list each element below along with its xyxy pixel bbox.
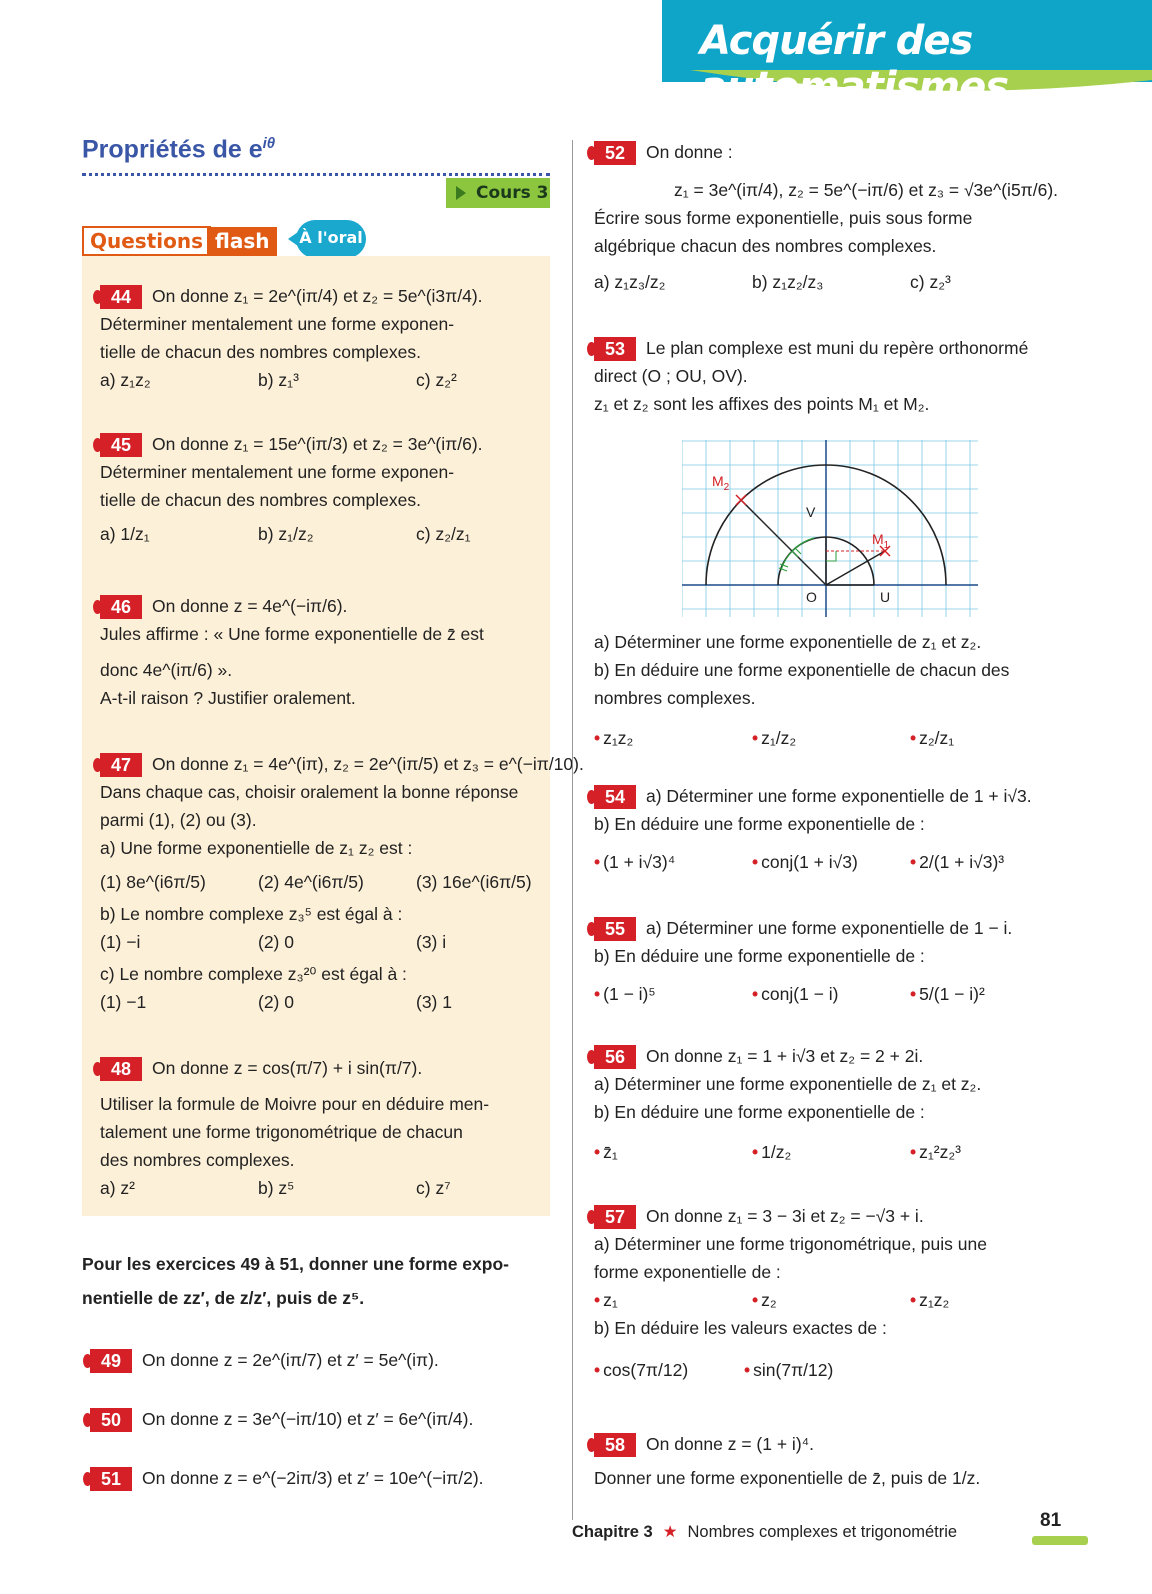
exercise-text: Donner une forme exponentielle de z̄, puis de 1/z. bbox=[594, 1468, 981, 1488]
exercise-statement: On donne z₁ = 3 − 3i et z₂ = −√3 + i. bbox=[646, 1206, 924, 1226]
questions-flash-label: Questions flash bbox=[82, 226, 277, 256]
exercise-number: 48 bbox=[100, 1057, 142, 1081]
chapter-label: Chapitre 3 bbox=[572, 1523, 653, 1541]
exercise-statement: On donne z₁ = 15e^(iπ/3) et z₂ = 3e^(iπ/6). bbox=[152, 434, 483, 454]
exercise-text: des nombres complexes. bbox=[100, 1150, 295, 1170]
page-number-underline bbox=[1032, 1536, 1088, 1545]
item: z₁²z₂³ bbox=[919, 1142, 961, 1162]
exercise-text: Dans chaque cas, choisir oralement la bonne réponse bbox=[100, 782, 519, 802]
exercise-57 bbox=[594, 1202, 1064, 1384]
instructions-49-51 bbox=[82, 1250, 550, 1312]
exercise-text: b) En déduire une forme exponentielle de : bbox=[594, 946, 925, 966]
choice-2: (2) 0 bbox=[258, 932, 294, 952]
section-title: Propriétés de $e^{i\theta}$ bbox=[82, 135, 276, 164]
item: 2/(1 + i√3)³ bbox=[919, 852, 1005, 872]
item: conj(1 − i) bbox=[761, 984, 839, 1004]
item: (1 − i)⁵ bbox=[603, 984, 656, 1004]
bullet-icon: • bbox=[752, 1142, 759, 1162]
complex-plane-figure bbox=[682, 440, 978, 617]
exercise-text: Déterminer mentalement une forme exponen- bbox=[100, 314, 455, 334]
exercise-51 bbox=[90, 1464, 550, 1492]
exercise-number: 45 bbox=[100, 433, 142, 457]
choice-1: (1) −1 bbox=[100, 992, 147, 1012]
exercise-text: b) En déduire une forme exponentielle de : bbox=[594, 814, 925, 834]
exercise-text: A-t-il raison ? Justifier oralement. bbox=[100, 688, 356, 708]
exercise-text: b) En déduire une forme exponentielle de : bbox=[594, 1102, 925, 1122]
column-divider bbox=[572, 140, 573, 1520]
bullet-icon: • bbox=[910, 728, 917, 748]
item: z̄₁ bbox=[603, 1142, 618, 1162]
exercise-number: 52 bbox=[594, 141, 636, 165]
exercise-56 bbox=[594, 1042, 1064, 1166]
choice-1: (1) 8e^(i6π/5) bbox=[100, 872, 206, 892]
bullet-icon: • bbox=[752, 728, 759, 748]
bullet-icon: • bbox=[594, 728, 601, 748]
option-c: c) z⁷ bbox=[416, 1178, 451, 1198]
exercise-statement: On donne z = cos(π/7) + i sin(π/7). bbox=[152, 1058, 423, 1078]
question-b: nombres complexes. bbox=[594, 688, 756, 708]
exercise-text: tielle de chacun des nombres complexes. bbox=[100, 342, 422, 362]
exercise-text: talement une forme trigonométrique de chacun bbox=[100, 1122, 463, 1142]
exercise-48 bbox=[100, 1054, 530, 1202]
choice-1: (1) −i bbox=[100, 932, 141, 952]
exercise-text: tielle de chacun des nombres complexes. bbox=[100, 490, 422, 510]
option-c: c) z₂/z₁ bbox=[416, 524, 471, 544]
exercise-statement: On donne z = (1 + i)⁴. bbox=[646, 1434, 815, 1454]
exercise-number: 56 bbox=[594, 1045, 636, 1069]
question-a: a) Une forme exponentielle de z₁ z₂ est : bbox=[100, 838, 413, 858]
exercise-54 bbox=[594, 782, 1064, 876]
option-a: a) z₁z₂ bbox=[100, 370, 151, 390]
exercise-text: algébrique chacun des nombres complexes. bbox=[594, 236, 937, 256]
choice-3: (3) i bbox=[416, 932, 447, 952]
equation: z₁ = 3e^(iπ/4), z₂ = 5e^(−iπ/6) et z₃ = √3e^(i5π/6). bbox=[674, 180, 1059, 200]
bullet-icon: • bbox=[910, 1290, 917, 1310]
exercise-statement: On donne z = e^(−2iπ/3) et z′ = 10e^(−iπ/2). bbox=[142, 1468, 484, 1488]
option-c: c) z₂² bbox=[416, 370, 457, 390]
exercise-statement: a) Déterminer une forme exponentielle de 1 + i√3. bbox=[646, 786, 1032, 806]
exercise-52 bbox=[594, 138, 1064, 296]
bullet-icon: • bbox=[752, 852, 759, 872]
label-u: U bbox=[880, 589, 891, 605]
exercise-49 bbox=[90, 1346, 550, 1374]
option-a: a) 1/z₁ bbox=[100, 524, 150, 544]
option-a: a) z₁z₃/z₂ bbox=[594, 272, 666, 292]
choice-3: (3) 16e^(i6π/5) bbox=[416, 872, 532, 892]
right-angle-mark bbox=[826, 551, 836, 561]
exercise-number: 51 bbox=[90, 1467, 132, 1491]
bullet-icon: • bbox=[744, 1360, 751, 1380]
exercise-text: Jules affirme : « Une forme exponentielle de z̄ est bbox=[100, 624, 484, 644]
exercise-58 bbox=[594, 1430, 1064, 1492]
footer bbox=[572, 1522, 957, 1542]
bullet-icon: • bbox=[594, 984, 601, 1004]
choice-2: (2) 4e^(i6π/5) bbox=[258, 872, 364, 892]
question-a: a) Déterminer une forme exponentielle de z₁ et z₂. bbox=[594, 632, 982, 652]
exercise-text: Écrire sous forme exponentielle, puis sous forme bbox=[594, 208, 973, 228]
exercise-50 bbox=[90, 1405, 550, 1433]
option-b: b) z₁³ bbox=[258, 370, 299, 390]
label-o: O bbox=[806, 589, 817, 605]
bullet-icon: • bbox=[910, 852, 917, 872]
label-v: V bbox=[806, 504, 816, 520]
exercise-number: 55 bbox=[594, 917, 636, 941]
exercise-number: 58 bbox=[594, 1433, 636, 1457]
bullet-icon: • bbox=[594, 852, 601, 872]
exercise-text: donc 4e^(iπ/6) ». bbox=[100, 660, 233, 680]
bullet-icon: • bbox=[910, 984, 917, 1004]
angle-arc bbox=[781, 538, 814, 570]
exercise-text: forme exponentielle de : bbox=[594, 1262, 781, 1282]
page-title: Acquérir des automatismes bbox=[700, 18, 1008, 110]
item: 5/(1 − i)² bbox=[919, 984, 985, 1004]
option-a: a) z² bbox=[100, 1178, 135, 1198]
question-b: b) Le nombre complexe z₃⁵ est égal à : bbox=[100, 904, 403, 924]
item: z₂ bbox=[761, 1290, 777, 1310]
item: z₁/z₂ bbox=[761, 728, 797, 748]
oral-badge: À l'oral bbox=[296, 220, 366, 258]
bullet-icon: • bbox=[594, 1142, 601, 1162]
exercise-text: direct (O ; OU, OV). bbox=[594, 366, 748, 386]
exercise-text: b) En déduire les valeurs exactes de : bbox=[594, 1318, 887, 1338]
exercise-44 bbox=[100, 282, 530, 394]
option-b: b) z₁/z₂ bbox=[258, 524, 314, 544]
item: z₁z₂ bbox=[919, 1290, 950, 1310]
grid bbox=[682, 440, 978, 617]
option-b: b) z₁z₂/z₃ bbox=[752, 272, 824, 292]
exercise-statement: a) Déterminer une forme exponentielle de 1 − i. bbox=[646, 918, 1013, 938]
play-icon bbox=[456, 186, 466, 200]
exercise-text: parmi (1), (2) ou (3). bbox=[100, 810, 257, 830]
item: conj(1 + i√3) bbox=[761, 852, 858, 872]
bullet-icon: • bbox=[594, 1360, 601, 1380]
exercise-55 bbox=[594, 914, 1064, 1008]
exercise-text: Déterminer mentalement une forme exponen- bbox=[100, 462, 455, 482]
bullet-icon: • bbox=[594, 1290, 601, 1310]
page-number: 81 bbox=[1040, 1510, 1062, 1531]
exercise-statement: On donne z₁ = 1 + i√3 et z₂ = 2 + 2i. bbox=[646, 1046, 924, 1066]
exercise-47 bbox=[100, 750, 584, 1016]
exercise-statement: On donne : bbox=[646, 142, 733, 162]
item: sin(7π/12) bbox=[753, 1360, 834, 1380]
exercise-number: 46 bbox=[100, 595, 142, 619]
exercise-number: 57 bbox=[594, 1205, 636, 1229]
bullet-icon: • bbox=[752, 1290, 759, 1310]
exercise-number: 54 bbox=[594, 785, 636, 809]
question-b: b) En déduire une forme exponentielle de chacun des bbox=[594, 660, 1010, 680]
exercise-text: Utiliser la formule de Moivre pour en déduire men- bbox=[100, 1094, 490, 1114]
item: z₁ bbox=[603, 1290, 618, 1310]
option-b: b) z⁵ bbox=[258, 1178, 295, 1198]
exercise-number: 53 bbox=[594, 337, 636, 361]
segment-o-m1 bbox=[826, 551, 885, 585]
item: z₁z₂ bbox=[603, 728, 634, 748]
bullet-icon: • bbox=[752, 984, 759, 1004]
exercise-statement: On donne z₁ = 2e^(iπ/4) et z₂ = 5e^(i3π/4). bbox=[152, 286, 483, 306]
exercise-53 bbox=[594, 334, 1064, 418]
item: cos(7π/12) bbox=[603, 1360, 689, 1380]
exercise-number: 44 bbox=[100, 285, 142, 309]
exercise-46 bbox=[100, 592, 530, 712]
exercise-statement: On donne z = 3e^(−iπ/10) et z′ = 6e^(iπ/4). bbox=[142, 1409, 474, 1429]
label-m2: $M_2$ bbox=[712, 473, 730, 493]
point-m2-marker bbox=[736, 495, 746, 505]
exercise-statement: On donne z = 4e^(−iπ/6). bbox=[152, 596, 348, 616]
exercise-number: 50 bbox=[90, 1408, 132, 1432]
exercise-text: z₁ et z₂ sont les affixes des points M₁ et M₂. bbox=[594, 394, 930, 414]
exercise-number: 49 bbox=[90, 1349, 132, 1373]
exercise-text: a) Déterminer une forme trigonométrique, puis une bbox=[594, 1234, 987, 1254]
chapter-title: Nombres complexes et trigonométrie bbox=[687, 1523, 958, 1541]
option-c: c) z₂³ bbox=[910, 272, 951, 292]
item: 1/z₂ bbox=[761, 1142, 792, 1162]
cours-tag[interactable]: Cours 3 bbox=[446, 178, 550, 208]
exercise-statement: Le plan complexe est muni du repère orthonormé bbox=[646, 338, 1029, 358]
exercise-statement: On donne z₁ = 4e^(iπ), z₂ = 2e^(iπ/5) et z₃ = e^(−iπ/10). bbox=[152, 754, 584, 774]
section-divider bbox=[82, 173, 550, 176]
item: z₂/z₁ bbox=[919, 728, 955, 748]
label-m1: $M_1$ bbox=[872, 531, 890, 551]
instruction-line: nentielle de zz′, de z/z′, puis de z⁵. bbox=[82, 1288, 365, 1308]
instruction-line: Pour les exercices 49 à 51, donner une forme expo- bbox=[82, 1254, 509, 1274]
choice-3: (3) 1 bbox=[416, 992, 452, 1012]
bullet-icon: • bbox=[910, 1142, 917, 1162]
exercise-45 bbox=[100, 430, 530, 548]
exercise-53-questions bbox=[594, 628, 1064, 752]
exercise-statement: On donne z = 2e^(iπ/7) et z′ = 5e^(iπ). bbox=[142, 1350, 439, 1370]
exercise-text: a) Déterminer une forme exponentielle de z₁ et z₂. bbox=[594, 1074, 982, 1094]
question-c: c) Le nombre complexe z₃²⁰ est égal à : bbox=[100, 964, 407, 984]
item: (1 + i√3)⁴ bbox=[603, 852, 676, 872]
choice-2: (2) 0 bbox=[258, 992, 294, 1012]
exercise-number: 47 bbox=[100, 753, 142, 777]
star-icon: ★ bbox=[662, 1523, 678, 1541]
